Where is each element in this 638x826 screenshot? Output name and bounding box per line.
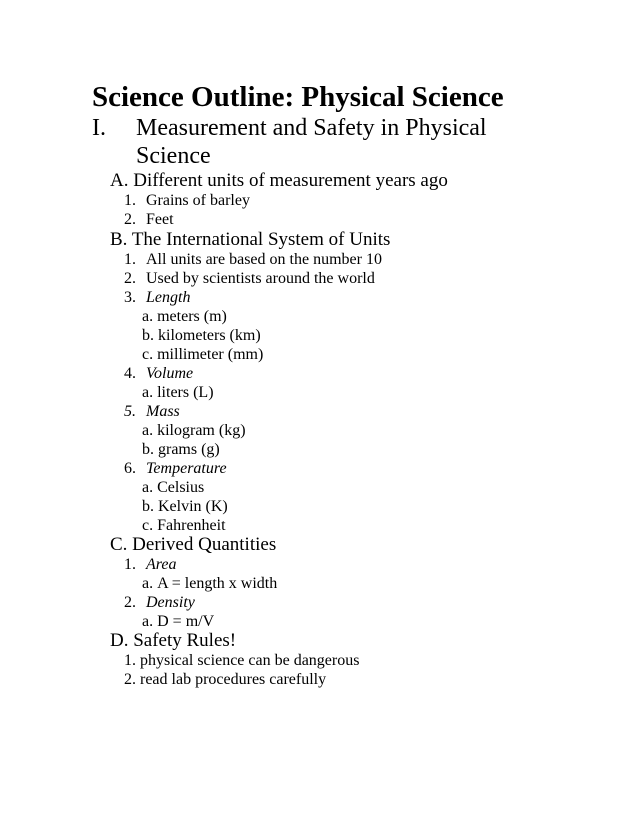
item-text: Area <box>146 556 177 573</box>
sub-item <box>142 516 226 535</box>
list-item <box>124 191 250 210</box>
item-text: Volume <box>146 365 194 382</box>
subsection-heading-b: B. The International System of Units <box>110 229 391 250</box>
item-text: Density <box>146 594 195 611</box>
list-item <box>124 269 375 288</box>
item-number: 1. <box>124 556 136 573</box>
sub-item <box>142 326 261 345</box>
sub-item <box>142 421 246 440</box>
item-number: 1. <box>124 652 136 669</box>
sub-item-letter: a. <box>142 613 154 630</box>
sub-item-letter: b. <box>142 441 154 458</box>
item-number: 2. <box>124 211 136 228</box>
sub-item-letter: b. <box>142 498 154 515</box>
sub-item <box>142 440 220 459</box>
sub-item-text: Kelvin (K) <box>158 498 228 515</box>
sub-item-text: D = m/V <box>157 613 215 630</box>
section-number: I. <box>92 115 106 141</box>
subsection-heading-d: D. Safety Rules! <box>110 630 237 651</box>
list-item <box>124 593 195 612</box>
list-item <box>124 555 177 574</box>
sub-item-text: meters (m) <box>157 308 227 325</box>
sub-item <box>142 612 214 631</box>
sub-item <box>142 345 263 364</box>
sub-item-letter: a. <box>142 422 154 439</box>
item-text: Feet <box>146 211 174 228</box>
item-number: 1. <box>124 192 136 209</box>
item-number: 2. <box>124 270 136 287</box>
subsection-heading-c: C. Derived Quantities <box>110 534 277 555</box>
sub-item-letter: a. <box>142 308 154 325</box>
item-number: 2. <box>124 594 136 611</box>
sub-item <box>142 307 227 326</box>
section-heading: Measurement and Safety in Physical Science <box>136 115 487 169</box>
list-item <box>124 210 174 229</box>
item-number: 2. <box>124 671 136 688</box>
sub-item-text: Celsius <box>157 479 205 496</box>
sub-item-text: Fahrenheit <box>157 517 226 534</box>
sub-item-letter: c. <box>142 517 154 534</box>
sub-item-letter: a. <box>142 384 154 401</box>
sub-item-letter: a. <box>142 575 154 592</box>
sub-item-text: liters (L) <box>157 384 214 401</box>
item-text: Mass <box>146 403 180 420</box>
item-number: 4. <box>124 365 136 382</box>
item-number: 3. <box>124 289 136 306</box>
list-item <box>124 459 227 478</box>
list-item <box>124 288 190 307</box>
sub-item <box>142 478 204 497</box>
list-item <box>124 651 359 670</box>
item-text: Grains of barley <box>146 192 250 209</box>
item-text: physical science can be dangerous <box>140 652 360 669</box>
item-number: 1. <box>124 251 136 268</box>
sub-item-text: grams (g) <box>158 441 220 458</box>
item-text: Length <box>146 289 191 306</box>
item-number: 6. <box>124 460 136 477</box>
list-item <box>124 364 193 383</box>
sub-item-text: kilometers (km) <box>158 327 261 344</box>
item-text: read lab procedures carefully <box>140 671 327 688</box>
sub-item-text: A = length x width <box>157 575 278 592</box>
item-number: 5. <box>124 403 136 420</box>
sub-item-letter: a. <box>142 479 154 496</box>
sub-item <box>142 574 277 593</box>
list-item <box>124 250 382 269</box>
subsection-heading-a: A. Different units of measurement years ago <box>110 170 448 191</box>
sub-item-letter: b. <box>142 327 154 344</box>
sub-item-letter: c. <box>142 346 154 363</box>
sub-item <box>142 383 214 402</box>
item-text: Used by scientists around the world <box>146 270 375 287</box>
sub-item <box>142 497 228 516</box>
item-text: All units are based on the number 10 <box>146 251 382 268</box>
item-text: Temperature <box>146 460 227 477</box>
page-title: Science Outline: Physical Science <box>92 81 504 113</box>
list-item <box>124 670 326 689</box>
list-item <box>124 402 180 421</box>
sub-item-text: kilogram (kg) <box>157 422 246 439</box>
sub-item-text: millimeter (mm) <box>157 346 264 363</box>
